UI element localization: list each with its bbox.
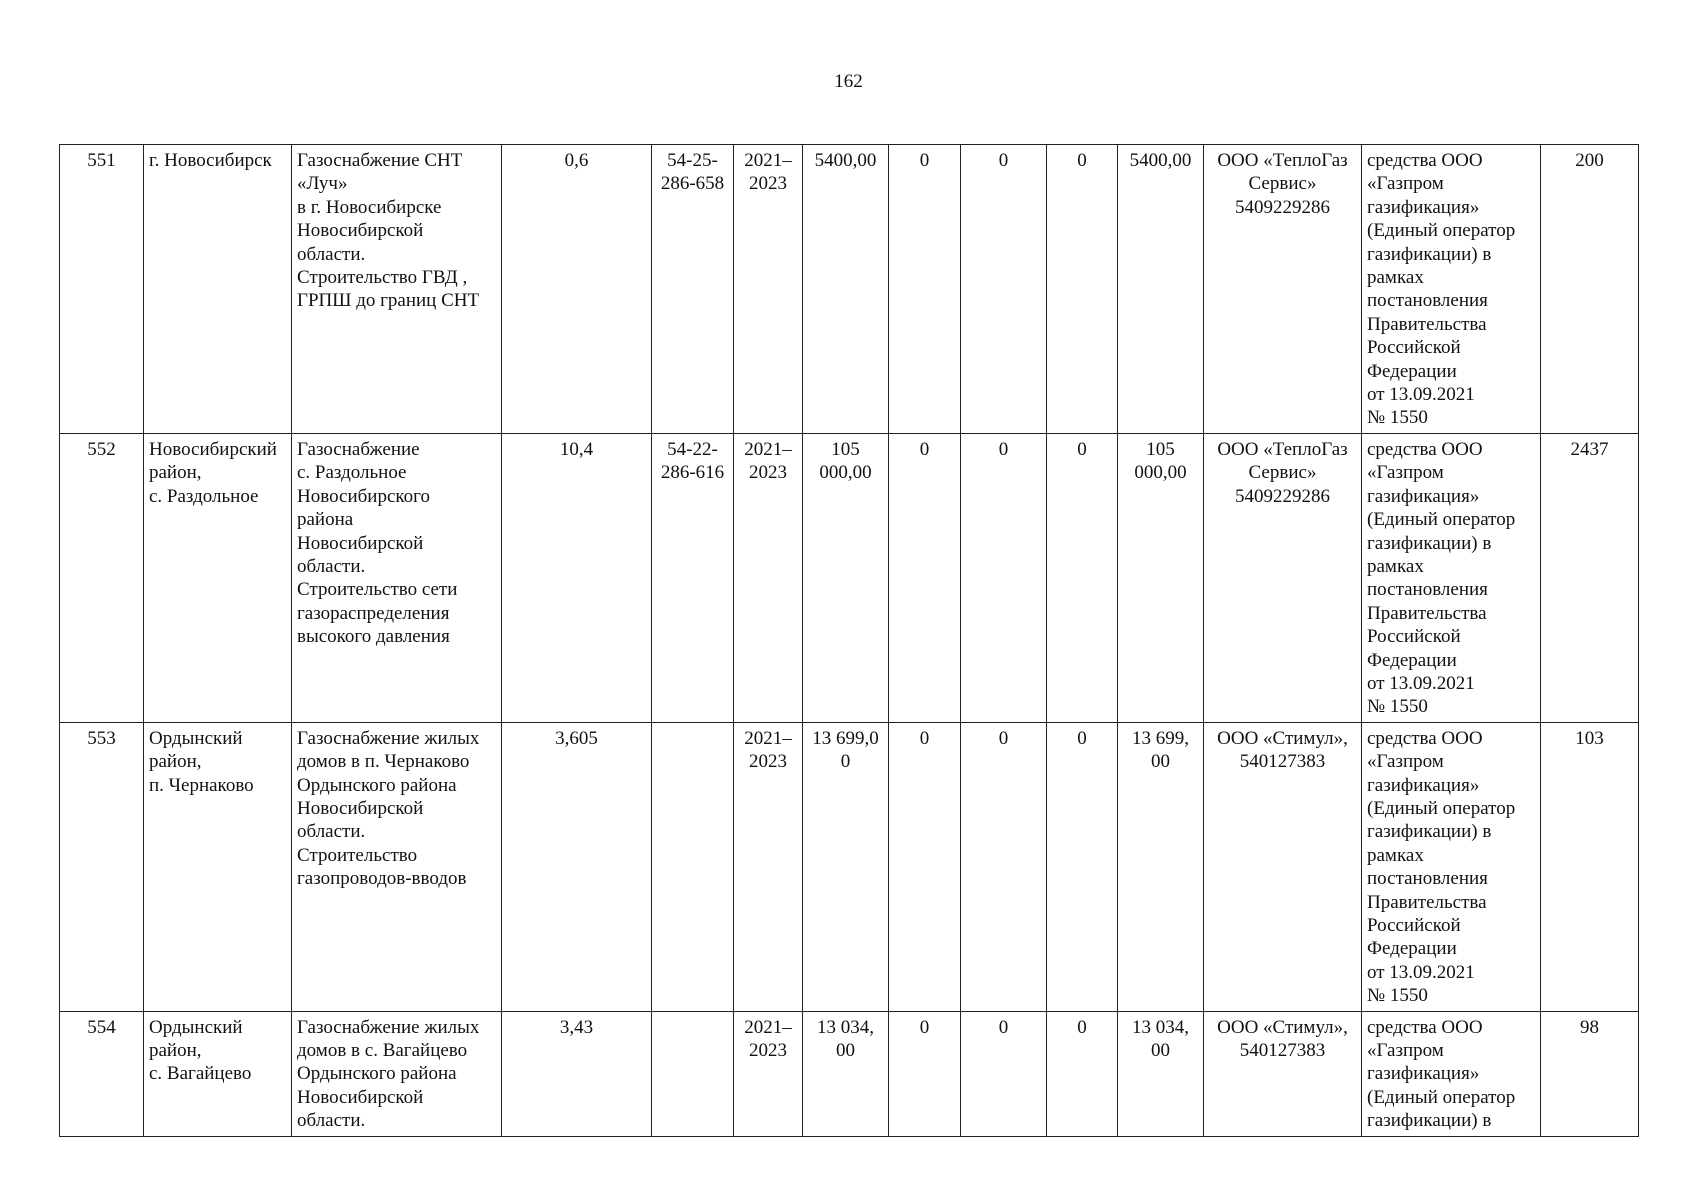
cell-value-2: 0 (961, 1011, 1047, 1136)
cell-code (652, 1011, 734, 1136)
cell-value-3: 0 (1047, 145, 1118, 434)
table-row (60, 433, 1639, 722)
cell-value-1: 0 (889, 722, 961, 1011)
cell-length: 3,605 (502, 722, 652, 1011)
cell-description: Газоснабжение жилых домов в с. Вагайцево Ордынского района Новосибирской области. (292, 1011, 502, 1136)
cell-value-1: 0 (889, 433, 961, 722)
cell-years: 2021– 2023 (734, 433, 803, 722)
cell-years: 2021– 2023 (734, 1011, 803, 1136)
cell-years: 2021– 2023 (734, 145, 803, 434)
cell-count: 200 (1541, 145, 1639, 434)
cell-value-2: 0 (961, 722, 1047, 1011)
cell-organization: ООО «ТеплоГаз Сервис» 5409229286 (1204, 433, 1362, 722)
cell-total: 13 699,0 0 (803, 722, 889, 1011)
cell-length: 10,4 (502, 433, 652, 722)
cell-description: Газоснабжение СНТ «Луч» в г. Новосибирске Новосибирской области. Строительство ГВД , ГРПШ до границ СНТ (292, 145, 502, 434)
cell-funding-source: средства ООО «Газпром газификация» (Единый оператор газификации) в рамках постановления Правительства Российской Федерации от 13.09.2021 № 1550 (1362, 433, 1541, 722)
table-row (60, 722, 1639, 1011)
cell-count: 2437 (1541, 433, 1639, 722)
cell-value-3: 0 (1047, 1011, 1118, 1136)
cell-number: 551 (60, 145, 144, 434)
cell-value-2: 0 (961, 433, 1047, 722)
cell-value-4: 5400,00 (1118, 145, 1204, 434)
cell-value-4: 105 000,00 (1118, 433, 1204, 722)
cell-code: 54-25- 286-658 (652, 145, 734, 434)
table-row (60, 1011, 1639, 1136)
cell-value-1: 0 (889, 145, 961, 434)
cell-length: 0,6 (502, 145, 652, 434)
cell-total: 13 034, 00 (803, 1011, 889, 1136)
cell-total: 105 000,00 (803, 433, 889, 722)
cell-organization: ООО «Стимул», 540127383 (1204, 1011, 1362, 1136)
cell-length: 3,43 (502, 1011, 652, 1136)
cell-code: 54-22- 286-616 (652, 433, 734, 722)
cell-count: 103 (1541, 722, 1639, 1011)
cell-value-4: 13 034, 00 (1118, 1011, 1204, 1136)
cell-location: г. Новосибирск (144, 145, 292, 434)
cell-location: Ордынский район, п. Чернаково (144, 722, 292, 1011)
cell-description: Газоснабжение с. Раздольное Новосибирского района Новосибирской области. Строительство сети газораспределения высокого давления (292, 433, 502, 722)
cell-value-3: 0 (1047, 722, 1118, 1011)
cell-value-3: 0 (1047, 433, 1118, 722)
cell-value-4: 13 699, 00 (1118, 722, 1204, 1011)
cell-number: 554 (60, 1011, 144, 1136)
cell-number: 553 (60, 722, 144, 1011)
cell-description: Газоснабжение жилых домов в п. Чернаково Ордынского района Новосибирской области. Строительство газопроводов-вводов (292, 722, 502, 1011)
cell-count: 98 (1541, 1011, 1639, 1136)
cell-value-1: 0 (889, 1011, 961, 1136)
cell-funding-source: средства ООО «Газпром газификация» (Единый оператор газификации) в рамках постановления Правительства Российской Федерации от 13.09.2021 № 1550 (1362, 722, 1541, 1011)
cell-code (652, 722, 734, 1011)
cell-funding-source: средства ООО «Газпром газификация» (Единый оператор газификации) в (1362, 1011, 1541, 1136)
cell-location: Новосибирский район, с. Раздольное (144, 433, 292, 722)
table-body (60, 145, 1639, 1137)
cell-number: 552 (60, 433, 144, 722)
gasification-table (59, 144, 1639, 1137)
cell-organization: ООО «ТеплоГаз Сервис» 5409229286 (1204, 145, 1362, 434)
table-row (60, 145, 1639, 434)
cell-organization: ООО «Стимул», 540127383 (1204, 722, 1362, 1011)
cell-value-2: 0 (961, 145, 1047, 434)
page-number: 162 (834, 71, 863, 92)
cell-total: 5400,00 (803, 145, 889, 434)
cell-location: Ордынский район, с. Вагайцево (144, 1011, 292, 1136)
cell-funding-source: средства ООО «Газпром газификация» (Единый оператор газификации) в рамках постановления Правительства Российской Федерации от 13.09.2021 № 1550 (1362, 145, 1541, 434)
cell-years: 2021– 2023 (734, 722, 803, 1011)
